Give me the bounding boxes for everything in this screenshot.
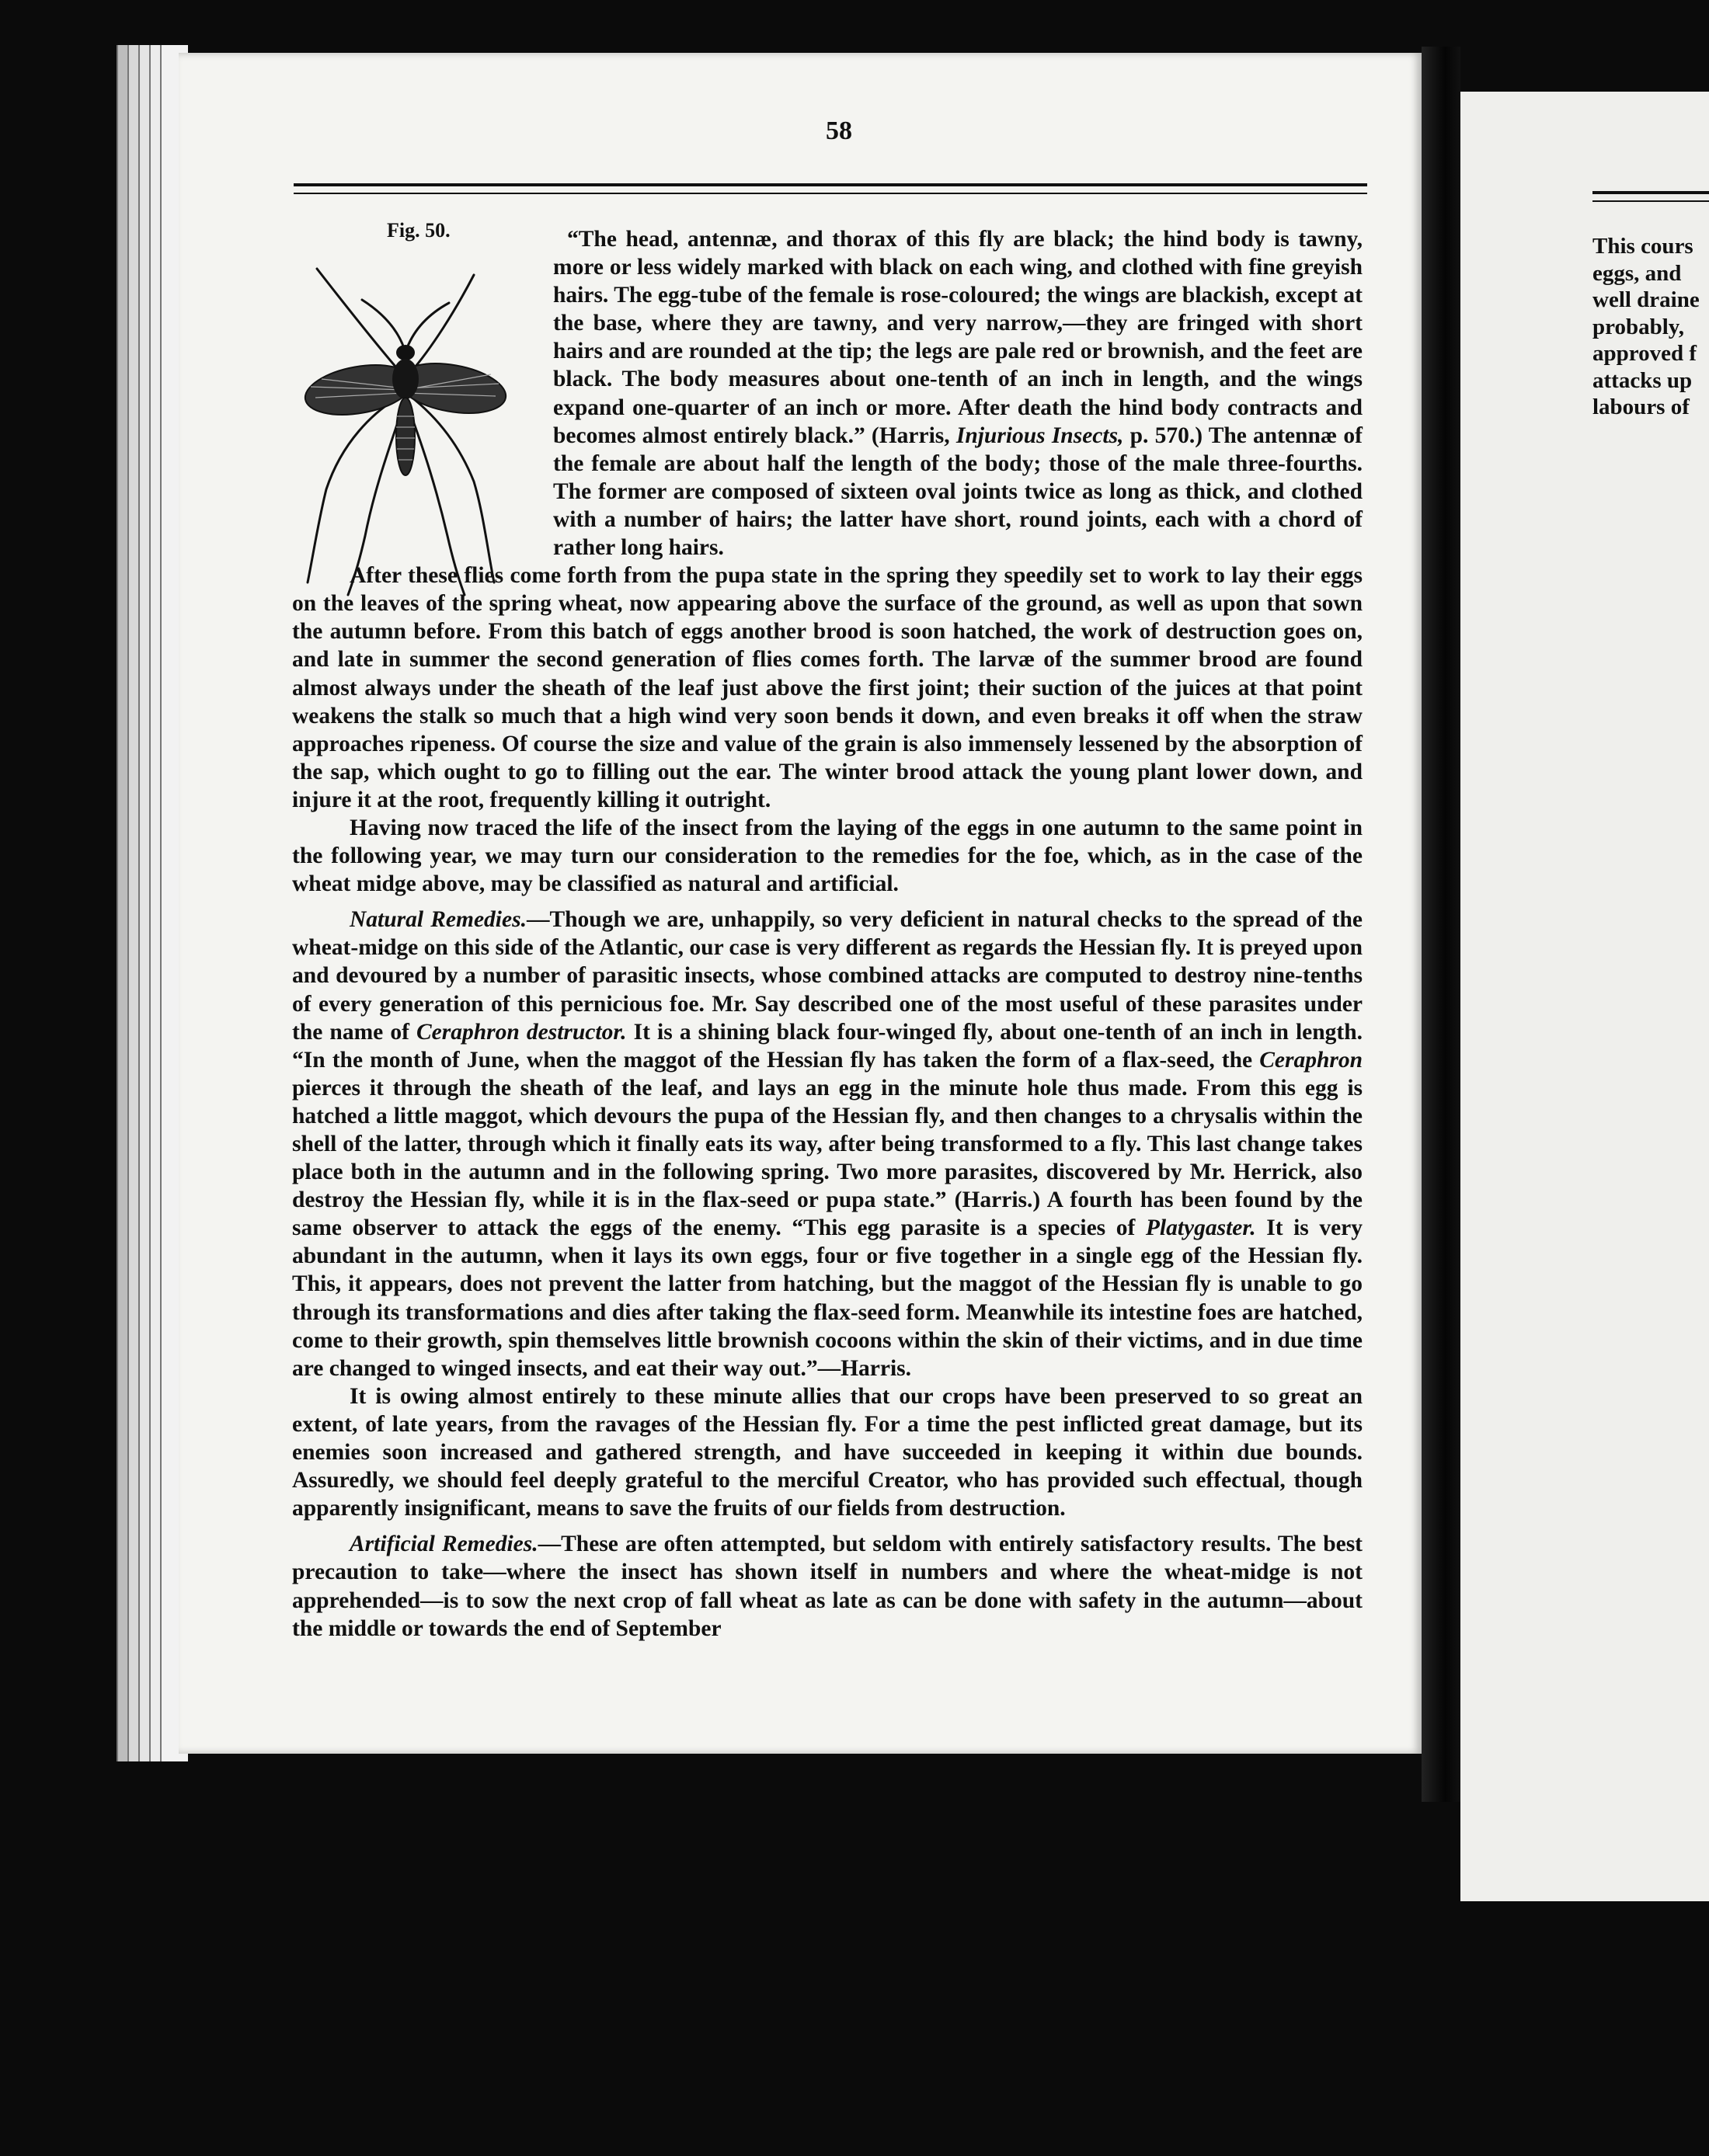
facing-page-text: This cours eggs, and well draine probably, approved f attacks up labours of (1592, 234, 1700, 419)
header-rule-thin (294, 193, 1367, 194)
section-heading: Artificial Remedies. (350, 1532, 538, 1557)
page-number: 58 (826, 116, 852, 145)
book-spine (1422, 47, 1460, 1802)
facing-page (1460, 92, 1709, 1901)
paragraph-artificial-remedies: Artificial Remedies.—These are often attempted, but seldom with entirely satisfactory results. The best precaution to take—where the insect has shown itself in numbers and where the wheat-midge is not apprehended—is to sow the next crop of fall wheat as late as can be done with safety in the autumn—about the middle or towards the end of September (292, 1532, 1363, 1641)
paragraph-life-cycle: After these flies come forth from the pupa state in the spring they speedily set to work to lay their eggs on the leaves of the spring wheat, now appearing above the surface of the ground, as well as upon that sown the autumn before. From this batch of eggs another brood is soon hatched, the work of destruction goes on, and late in summer the second generation of flies comes forth. The larvæ of the summer brood are found almost always under the sheath of the leaf just above the first joint; their suction of the juices at that point weakens the stalk so much that a high wind very soon bends it down, and even breaks it off when the straw approaches ripeness. Of course the size and value of the grain is also immensely lessened by the absorption of the sap, which ought to go to filling out the ear. The winter brood attack the young plant lower down, and injure it at the root, frequently killing it outright. (292, 563, 1363, 812)
figure-label: Fig. 50. (387, 219, 451, 242)
paragraph-description: “The head, antennæ, and thorax of this fly are black; the hind body is tawny, more or less widely marked with black on each wing, and clothed with fine greyish hairs. The egg-tube of the female is rose-coloured; the wings are blackish, except at the base, where they are tawny, and very narrow,—they are fringed with short hairs and are rounded at the tip; the legs are pale red or brownish, and the feet are black. The body measures about one-tenth of an inch in length, and the wings expand one-quarter of an inch or more. After death the hind body contracts and becomes almost entirely black.” (Harris, Injurious Insects, p. 570.) The antennæ of the female are about half the length of the body; those of the male three-fourths. The former are composed of sixteen oval joints twice as long as thick, and clothed with a number of hairs; the latter have short, round joints, each with a chord of rather long hairs. (553, 227, 1363, 561)
section-heading: Natural Remedies. (350, 907, 527, 933)
paragraph-allies: It is owing almost entirely to these minute allies that our crops have been preserved to so great an extent, of late years, from the ravages of the Hessian fly. For a time the pest inflicted great damage, but its enemies soon increased and gathered strength, and have succeeded in keeping it within due bounds. Assuredly, we should feel deeply grateful to the merciful Creator, who has provided such effectual, though apparently insignificant, means to save the fruits of our fields from destruction. (292, 1383, 1363, 1521)
paragraph-remedies-intro: Having now traced the life of the insect from the laying of the eggs in one autumn to the same point in the following year, we may turn our consideration to the remedies for the foe, which, as in the case of the wheat midge above, may be classified as natural and artificial. (292, 815, 1363, 897)
book-page-edges (117, 45, 186, 1761)
header-rule-thick (294, 183, 1367, 186)
page-body (292, 225, 1363, 1643)
paragraph-natural-remedies: Natural Remedies.—Though we are, unhappily, so very deficient in natural checks to the spread of the wheat-midge on this side of the Atlantic, our case is very different as regards the Hessian fly. It is preyed upon and devoured by a number of parasitic insects, whose combined attacks are computed to destroy nine-tenths of every generation of this pernicious foe. Mr. Say described one of the most useful of these parasites under the name of Ceraphron destructor. It is a shining black four-winged fly, about one-tenth of an inch in length. “In the month of June, when the maggot of the Hessian fly has taken the form of a flax-seed, the Ceraphron pierces it through the sheath of the leaf, and lays an egg in the minute hole thus made. From this egg is hatched a little maggot, which devours the pupa of the Hessian fly, and then changes to a chrysalis within the shell of the latter, through which it finally eats its way, after being transformed to a fly. This last change takes place both in the autumn and in the following spring. Two more parasites, discovered by Mr. Herrick, also destroy the Hessian fly, while it is in the flax-seed or pupa state.” (Harris.) A fourth has been found by the same observer to attack the eggs of the enemy. “This egg parasite is a species of Platygaster. It is very abundant in the autumn, when it lays its own eggs, four or five together in a single egg of the Hessian fly. This, it appears, does not prevent the latter from hatching, but the maggot of the Hessian fly is unable to go through its transformations and dies after taking the flax-seed form. Meanwhile its intestine foes are hatched, come to their growth, spin themselves little brownish cocoons within the skin of their victims, and in due time are changed to winged insects, and eat their way out.”—Harris. (292, 907, 1363, 1381)
